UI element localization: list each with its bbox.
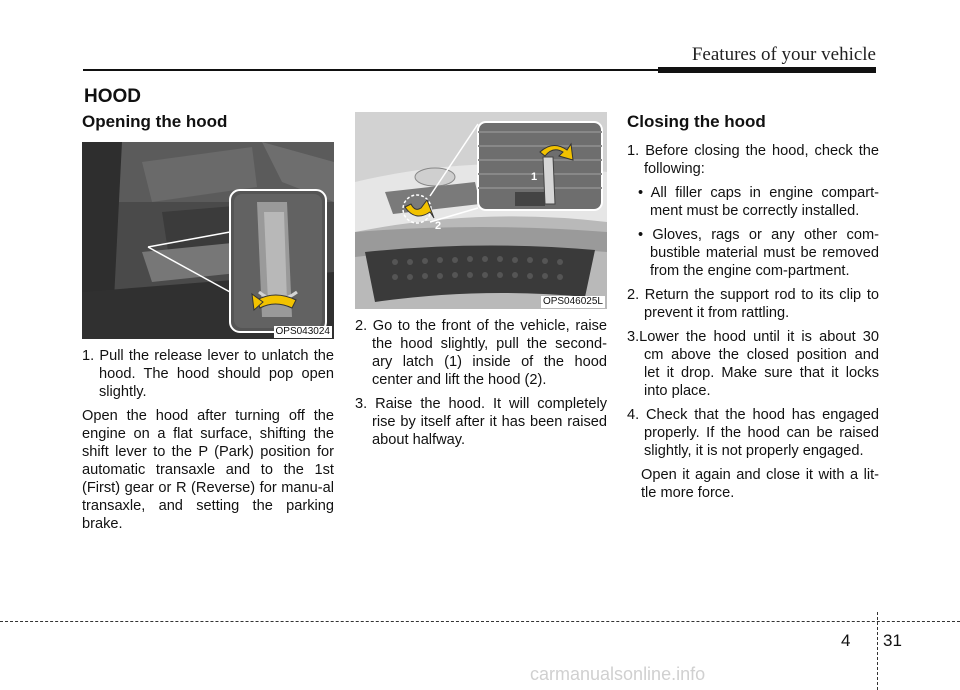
opening-step-2: 2. Go to the front of the vehicle, raise the hood slightly, pull the second-ary latch (1) inside of the hood center and lift the hood (2). <box>355 318 607 388</box>
figure-code: OPS043024 <box>275 326 330 337</box>
closing-step-2: 2. Return the support rod to its clip to prevent it from rattling. <box>627 287 879 321</box>
figure-code: OPS046025L <box>542 296 603 307</box>
secondary-latch-illustration <box>355 112 607 309</box>
column-opening <box>82 112 334 539</box>
closing-step-1: 1. Before closing the hood, check the following: <box>627 143 879 177</box>
opening-step-3: 3. Raise the hood. It will completely rise by itself after it has been raised about halfway. <box>355 396 607 448</box>
opening-step-1: 1. Pull the release lever to unlatch the hood. The hood should pop open slightly. <box>82 348 334 400</box>
column-closing <box>627 112 879 508</box>
footer-rule <box>0 621 960 622</box>
watermark: carmanualsonline.info <box>530 664 706 684</box>
closing-step-4: 4. Check that the hood has engaged properly. If the hood can be raised slightly, it is not properly engaged. <box>627 407 879 459</box>
closing-bullet-2: • Gloves, rags or any other com-bustible material must be removed from the engine com-partment. <box>638 227 879 279</box>
opening-note: Open the hood after turning off the engine on a flat surface, shifting the shift lever to the P (Park) position for automatic transaxle and to the 1st (First) gear or R (Reverse) for manu-al transaxle, and setting the parking brake. <box>82 408 334 532</box>
header-rule-accent <box>658 67 876 73</box>
running-header: Features of your vehicle <box>691 44 876 65</box>
closing-step-3: 3.Lower the hood until it is about 30 cm above the closed position and let it drop. Make sure that it locks into place. <box>627 329 879 399</box>
callout-2: 2 <box>435 220 442 232</box>
figure-secondary-latch <box>355 112 607 309</box>
chapter-number: 4 <box>841 631 851 650</box>
section-title: HOOD <box>84 86 141 107</box>
release-lever-illustration <box>82 142 334 339</box>
closing-step-4-note: Open it again and close it with a lit-tle more force. <box>641 467 879 501</box>
opening-heading: Opening the hood <box>82 112 228 131</box>
figure-release-lever <box>82 142 334 339</box>
closing-bullet-1: • All filler caps in engine compart-ment must be correctly installed. <box>638 185 879 219</box>
closing-heading: Closing the hood <box>627 112 766 131</box>
callout-1: 1 <box>531 171 538 183</box>
page-number: 31 <box>883 631 902 650</box>
column-middle <box>355 112 607 455</box>
footer-divider <box>877 612 878 690</box>
